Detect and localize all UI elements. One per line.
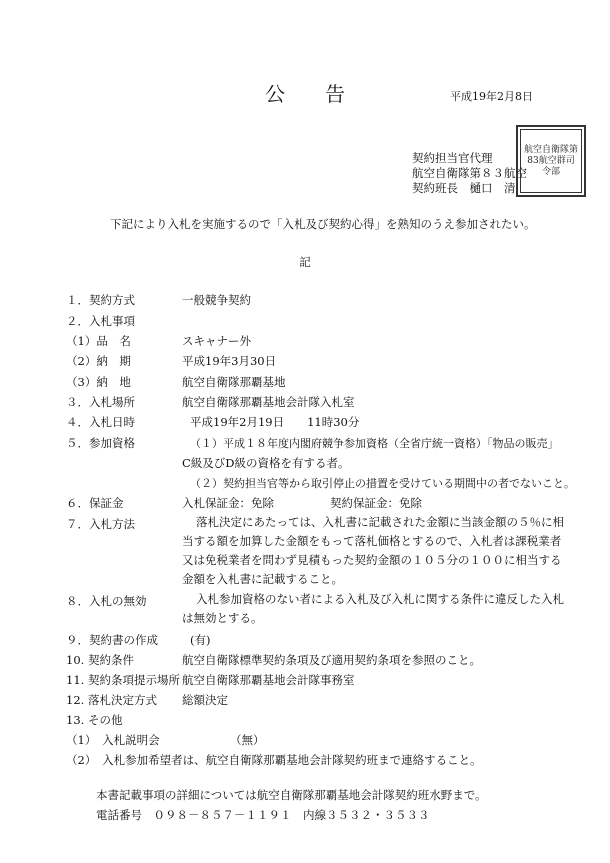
bid-deposit: 入札保証金：免除 (182, 496, 274, 510)
intro-text: 下記により入札を実施するので「入札及び契約心得」を熟知のうえ参加されたい。 (110, 217, 536, 231)
footer-contact: 本書記載事項の詳細については航空自衛隊那覇基地会計隊契約班水野まで。 (96, 788, 487, 802)
issuer-title: 契約担当官代理 (412, 151, 493, 165)
item-value: 航空自衛隊那覇基地会計隊事務室 (182, 673, 355, 687)
item-label: （2） 入札参加希望者は、航空自衛隊那覇基地会計隊契約班まで連絡すること。 (66, 753, 482, 767)
item-label: ９．契約書の作成 (66, 633, 158, 647)
bid-method-text: 落札決定にあたっては、入札書に記載された金額に当該金額の５％に相当する額を加算した金額をもって落札価格とするので、入札者は課税業者又は免税業者を問わず見積もった契約金額の１０５分の１００に相当する金額を入札書に記載すること。 (182, 515, 564, 586)
bid-invalid-text: 入札参加資格のない者による入札及び入札に関する条件に違反した入札は無効とする。 (182, 592, 564, 625)
item-label: （2）納 期 (66, 354, 131, 368)
ki-heading: 記 (299, 255, 311, 269)
item-label: （1） 入札説明会 (66, 733, 160, 747)
issuer-unit: 航空自衛隊第８３航空 (412, 166, 527, 180)
item-label: （1）品 名 (66, 334, 131, 348)
item-label: 12. 落札決定方式 (66, 693, 157, 707)
item-label: 10. 契約条件 (66, 653, 134, 667)
item-value: 平成19年2月19日 11時30分 (190, 415, 360, 429)
item-value: 平成19年3月30日 (182, 354, 277, 368)
item-value: 航空自衛隊那覇基地 (182, 375, 286, 389)
official-seal (516, 125, 586, 197)
item-value: スキャナー外 (182, 334, 251, 348)
item-value: 一般競争契約 (182, 293, 251, 307)
item-value: 航空自衛隊標準契約条項及び適用契約条項を参照のこと。 (182, 653, 481, 667)
item-value: （無） (230, 733, 265, 747)
notice-title: 公告 (265, 82, 385, 106)
item-label: 13. その他 (66, 713, 123, 727)
item-value: C級及びD級の資格を有する者。 (182, 456, 350, 470)
item-label: ５．参加資格 (66, 436, 135, 450)
seal-stamp-icon (520, 129, 582, 193)
item-label: ２．入札事項 (66, 314, 135, 328)
contract-deposit: 契約保証金：免除 (330, 496, 422, 510)
item-label: ３．入札場所 (66, 395, 135, 409)
item-label: １．契約方式 (66, 293, 135, 307)
item-value: （２）契約担当官等から取引停止の措置を受けている期間中の者でないこと。 (190, 477, 575, 490)
item-label: ６．保証金 (66, 496, 124, 510)
item-label: ７．入札方法 (66, 517, 135, 531)
item-value: (有) (190, 633, 211, 647)
item-label: （3）納 地 (66, 375, 131, 389)
item-label: ４．入札日時 (66, 415, 135, 429)
footer-phone: 電話番号 ０９８－８５７－１１９１ 内線３５３２・３５３３ (96, 808, 430, 822)
item-value: （１）平成１８年度内閣府競争参加資格（全省庁統一資格）「物品の販売」 (190, 437, 559, 450)
item-label: ８．入札の無効 (66, 594, 147, 608)
seal-text: 航空自衛隊第83航空群司令部 (524, 144, 579, 177)
item-value: 総額決定 (182, 693, 228, 707)
item-label: 11. 契約条項提示場所 (66, 673, 180, 687)
notice-date: 平成19年2月8日 (450, 90, 533, 103)
issuer-name: 契約班長 樋口 清 (412, 181, 516, 195)
item-value: 航空自衛隊那覇基地会計隊入札室 (182, 395, 355, 409)
